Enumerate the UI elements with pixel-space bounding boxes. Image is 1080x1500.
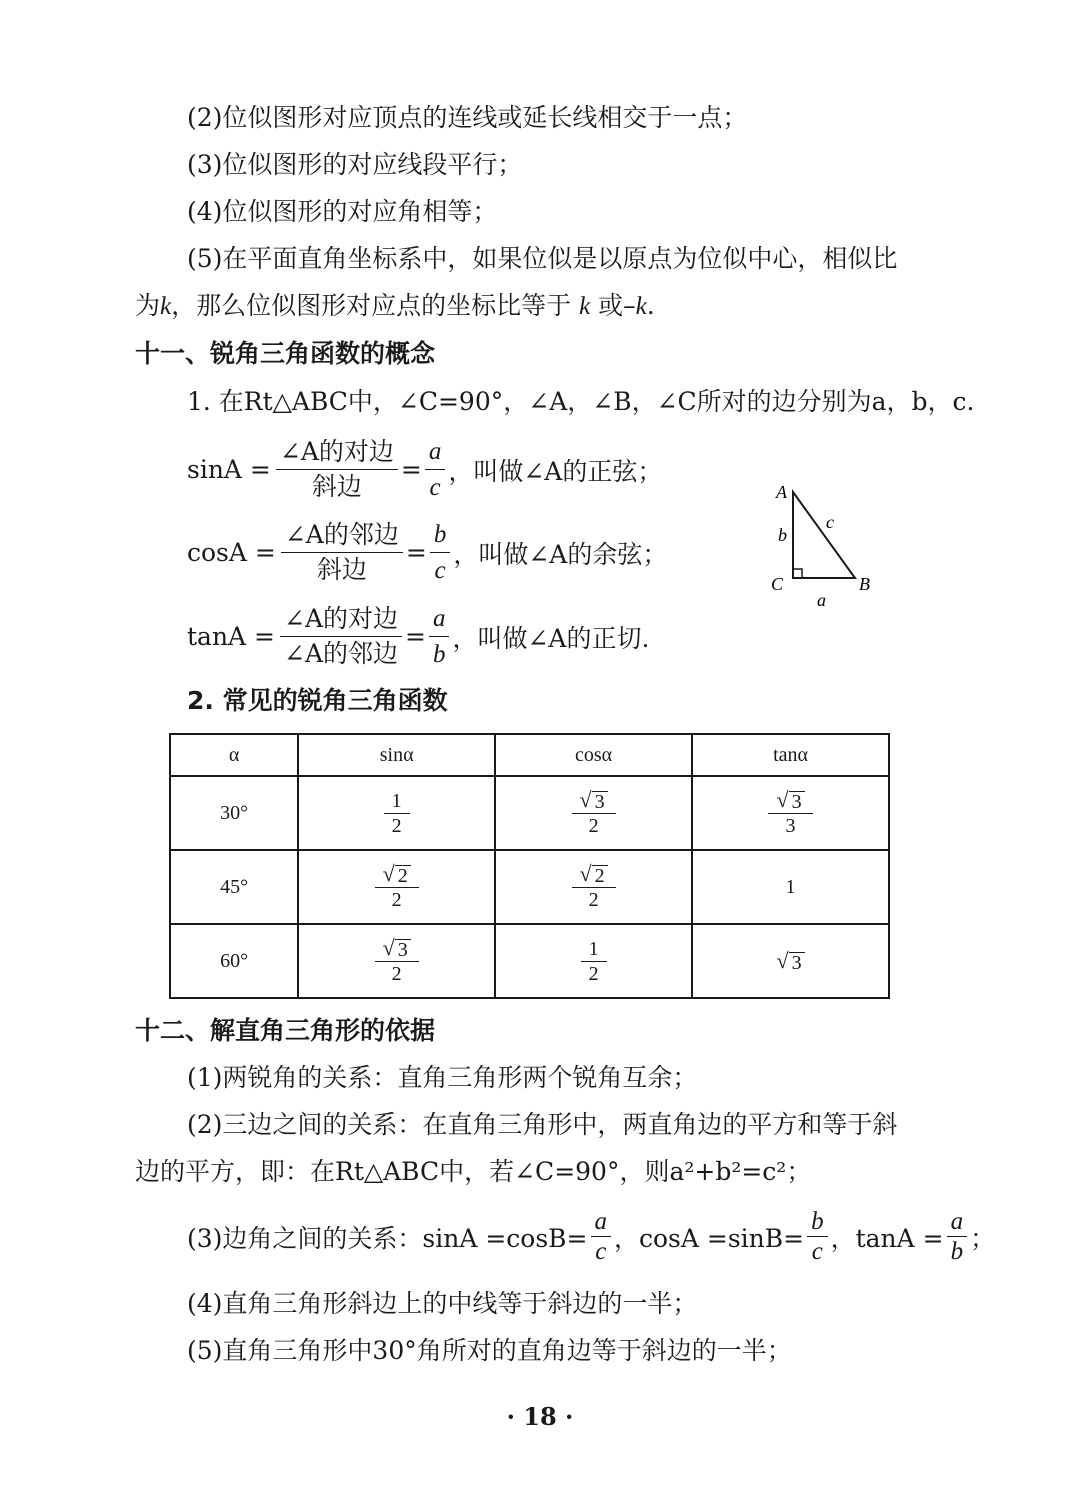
point-2: 2. 常见的锐角三角函数 bbox=[187, 686, 448, 715]
table-row bbox=[170, 924, 889, 998]
cos-30-cell: √ 3 2 bbox=[495, 776, 692, 850]
angle-cell: 45° bbox=[170, 850, 298, 924]
sin-60-cell: √ 3 2 bbox=[298, 924, 495, 998]
tan-definition: tanA = $\frac{\text{∠A的对边}}{\text{∠A的邻边}}$ = $\frac{a}{b}$ ，叫做∠A的正切. bbox=[187, 601, 649, 672]
header-cos: cosα bbox=[495, 734, 692, 776]
header-alpha: α bbox=[170, 734, 298, 776]
cos-45-cell: √ 2 2 bbox=[495, 850, 692, 924]
cos-definition: cosA = $\frac{\text{∠A的邻边}}{\text{斜边}}$ = $\frac{b}{c}$ ，叫做∠A的余弦； bbox=[187, 517, 667, 588]
point-1: 1. 在Rt△ABC中，∠C=90°，∠A，∠B，∠C所对的边分别为a，b，c. bbox=[187, 387, 975, 416]
angle-cell: 60° bbox=[170, 924, 298, 998]
s12-item-3: (3)边角之间的关系：sinA =cosB= $\frac{a}{c}$ ，cosA =sinB= $\frac{b}{c}$ ，tanA = $\frac{a}{b}$ ； bbox=[187, 1208, 996, 1265]
item-5-line-1: (5)在平面直角坐标系中，如果位似是以原点为位似中心，相似比 bbox=[187, 244, 898, 273]
s12-item-5: (5)直角三角形中30°角所对的直角边等于斜边的一半； bbox=[187, 1336, 792, 1365]
side-a-label: a bbox=[817, 590, 826, 610]
table-row bbox=[170, 776, 889, 850]
vertex-b-label: B bbox=[859, 574, 870, 594]
trig-values-table bbox=[169, 733, 890, 999]
cos-60-cell: $\frac{1}{2}$ bbox=[495, 924, 692, 998]
angle-cell: 30° bbox=[170, 776, 298, 850]
item-2: (2)位似图形对应顶点的连线或延长线相交于一点； bbox=[187, 103, 748, 132]
tan-45-cell: 1 bbox=[692, 850, 889, 924]
side-b-label: b bbox=[778, 525, 787, 545]
item-4: (4)位似图形的对应角相等； bbox=[187, 197, 498, 226]
item-3: (3)位似图形的对应线段平行； bbox=[187, 150, 523, 179]
s12-item-2-line-2: 边的平方，即：在Rt△ABC中，若∠C=90°，则a²+b²=c²； bbox=[135, 1157, 812, 1186]
sin-30-cell: $\frac{1}{2}$ bbox=[298, 776, 495, 850]
s12-item-2-line-1: (2)三边之间的关系：在直角三角形中，两直角边的平方和等于斜 bbox=[187, 1110, 898, 1139]
section-11-heading: 十一、锐角三角函数的概念 bbox=[135, 339, 436, 368]
header-tan: tanα bbox=[692, 734, 889, 776]
vertex-c-label: C bbox=[771, 574, 784, 594]
page-number: · 18 · bbox=[506, 1402, 574, 1431]
right-triangle-diagram bbox=[760, 478, 890, 613]
sin-definition: sinA = $\frac{\text{∠A的对边}}{\text{斜边}}$ = $\frac{a}{c}$ ，叫做∠A的正弦； bbox=[187, 434, 662, 505]
s12-item-4: (4)直角三角形斜边上的中线等于斜边的一半； bbox=[187, 1289, 698, 1318]
table-row bbox=[170, 850, 889, 924]
item-5-line-2: 为k，那么位似图形对应点的坐标比等于 k 或–k. bbox=[135, 291, 655, 320]
tan-60-cell: √ 3 bbox=[692, 924, 889, 998]
side-c-label: c bbox=[826, 512, 834, 532]
header-sin: sinα bbox=[298, 734, 495, 776]
sin-45-cell: √ 2 2 bbox=[298, 850, 495, 924]
table-header-row bbox=[170, 734, 889, 776]
section-12-heading: 十二、解直角三角形的依据 bbox=[135, 1016, 436, 1045]
vertex-a-label: A bbox=[776, 482, 787, 502]
tan-30-cell: √ 3 3 bbox=[692, 776, 889, 850]
s12-item-1: (1)两锐角的关系：直角三角形两个锐角互余； bbox=[187, 1063, 698, 1092]
